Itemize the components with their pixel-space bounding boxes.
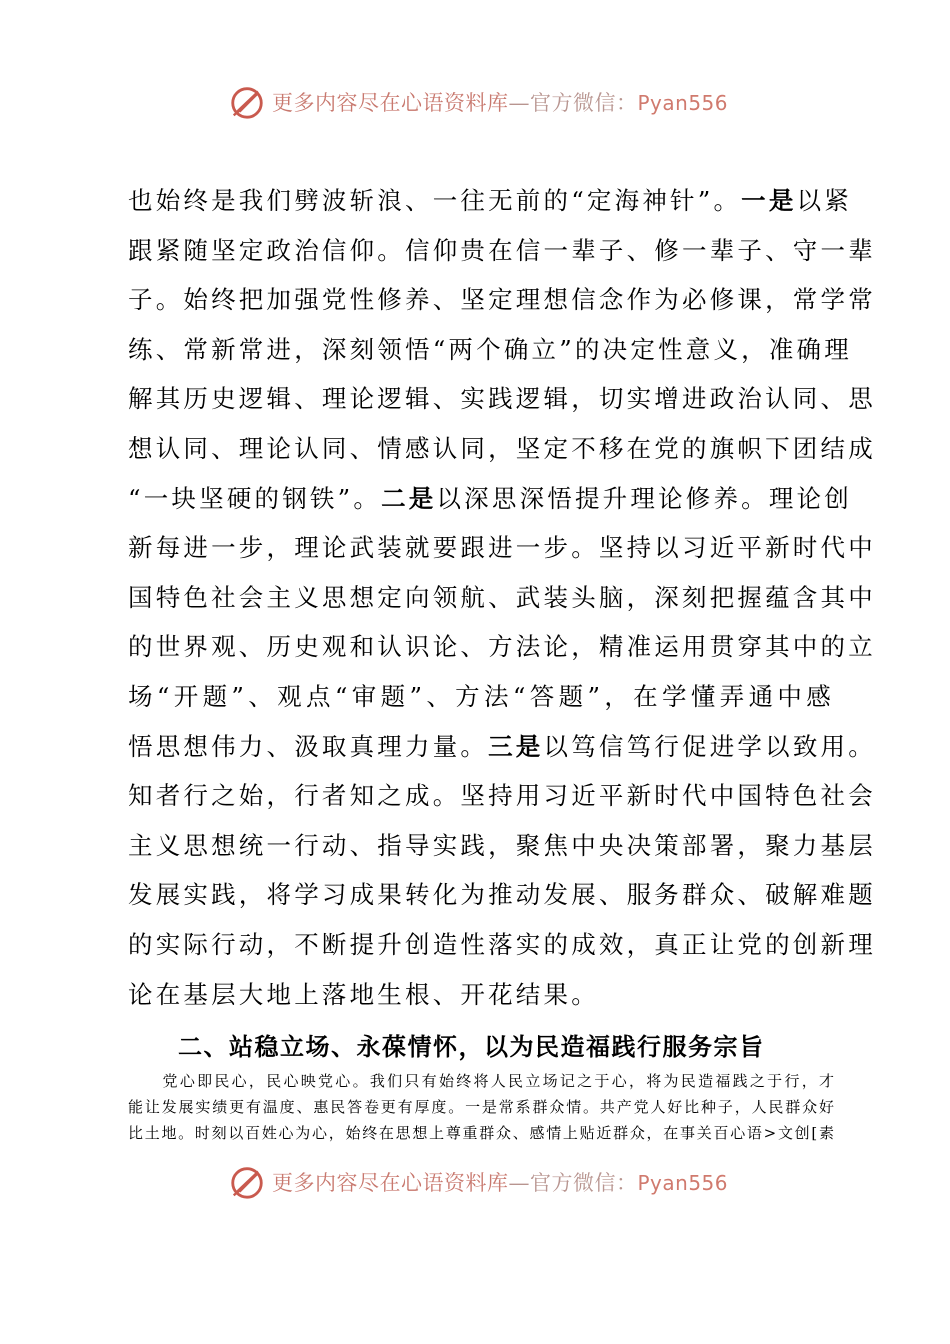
header-watermark-banner	[228, 82, 728, 122]
small-text-line: 比土地。时刻以百姓心为心，始终在思想上尊重群众、感情上贴近群众，在事关百心语>文创[素	[128, 1124, 834, 1142]
small-text-line: 党心即民心，民心映党心。我们只有始终将人民立场记之于心，将为民造福践之于行，才	[128, 1072, 834, 1090]
text-line: 论在基层大地上落地生根、开花结果。	[128, 979, 599, 1009]
text-line: 练、常新常进，深刻领悟“两个确立”的决定性意义，准确理	[128, 334, 852, 364]
text-line: 主义思想统一行动、指导实践，聚焦中央决策部署，聚力基层	[128, 830, 876, 860]
text-line: 发展实践，将学习成果转化为推动发展、服务群众、破解难题	[128, 880, 876, 910]
text-line: 子。始终把加强党性修养、坚定理想信念作为必修课，常学常	[128, 285, 876, 315]
banner-text: 更多内容尽在心语资料库—官方微信：Pyan556	[272, 1171, 729, 1195]
banner-text: 更多内容尽在心语资料库—官方微信：Pyan556	[272, 91, 729, 115]
section-heading: 二、站稳立场、永葆情怀，以为民造福践行服务宗旨	[178, 1033, 765, 1061]
text-line: 知者行之始，行者知之成。坚持用习近平新时代中国特色社会	[128, 781, 876, 811]
footer-watermark-banner	[228, 1162, 728, 1202]
text-line: 的实际行动，不断提升创造性落实的成效，真正让党的创新理	[128, 929, 876, 959]
text-line: 新每进一步，理论武装就要跟进一步。坚持以习近平新时代中	[128, 533, 876, 563]
text-line: 也始终是我们劈波斩浪、一往无前的“定海神针”。一是以紧	[128, 186, 852, 215]
text-line: “一块坚硬的钢铁”。二是以深思深悟提升理论修养。理论创	[128, 483, 852, 513]
text-line: 的世界观、历史观和认识论、方法论，精准运用贯穿其中的立	[128, 632, 876, 662]
text-line: 悟思想伟力、汲取真理力量。三是以笃信笃行促进学以致用。	[128, 731, 876, 761]
body-paragraph	[128, 176, 876, 1019]
small-text-line: 能让发展实绩更有温度、惠民答卷更有厚度。一是常系群众情。共产党人好比种子，人民群众好	[128, 1098, 834, 1116]
text-line: 场“开题”、观点“审题”、方法“答题”，在学懂弄通中感	[128, 681, 834, 711]
text-line: 国特色社会主义思想定向领航、武装头脑，深刻把握蕴含其中	[128, 582, 876, 612]
text-line: 解其历史逻辑、理论逻辑、实践逻辑，切实增进政治认同、思	[128, 384, 876, 414]
quill-logo-icon	[228, 83, 266, 121]
text-line: 想认同、理论认同、情感认同，坚定不移在党的旗帜下团结成	[128, 433, 876, 463]
quill-logo-icon	[228, 1163, 266, 1201]
text-line: 跟紧随坚定政治信仰。信仰贵在信一辈子、修一辈子、守一辈	[128, 235, 876, 265]
